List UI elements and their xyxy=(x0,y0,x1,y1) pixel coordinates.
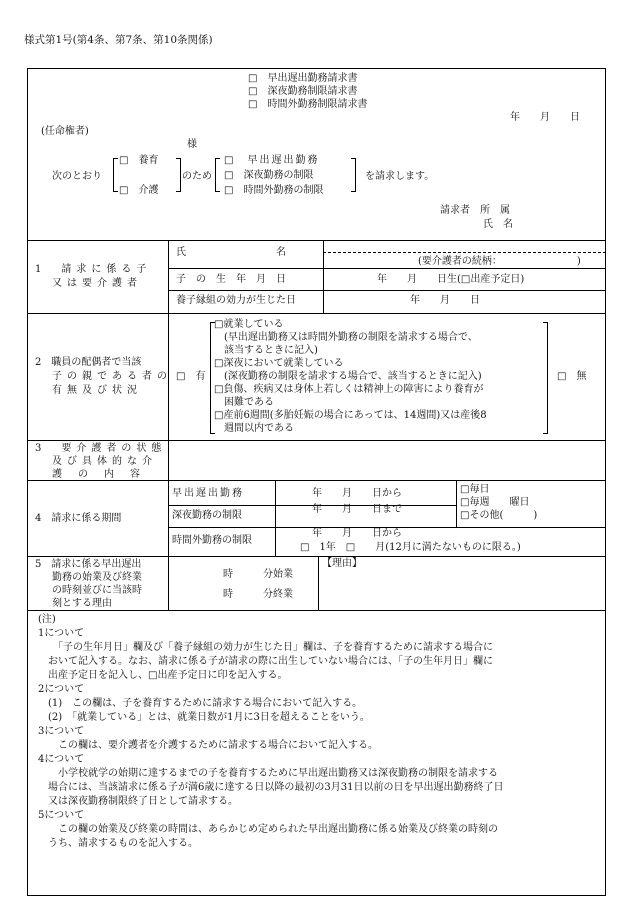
note-line: 場合には、当該請求に係る子が満6歳に達する日以降の最初の3月31日以前の日を早出遅出勤務終了日 xyxy=(38,782,504,793)
note-line: (1) この欄は、子を養育するために請求する場合において記入する。 xyxy=(38,698,363,709)
col-divider xyxy=(318,556,319,610)
note-line: この欄は、要介護者を介護するために請求する場合において記入する。 xyxy=(38,740,378,751)
reason-label: 【理由】 xyxy=(322,558,362,569)
name-label: 氏 名 xyxy=(176,247,286,258)
col-divider xyxy=(275,480,276,556)
tame-label: のため xyxy=(182,171,212,182)
section5-label: の時刻並びに当該時 xyxy=(52,585,142,596)
spouse-status-item: 該当するときに記入) xyxy=(214,345,318,356)
row-divider xyxy=(27,610,606,611)
note-line: 3について xyxy=(38,726,85,737)
name-dash xyxy=(323,252,606,253)
bracket-left xyxy=(113,158,118,192)
freq-option: □毎日 xyxy=(460,484,490,495)
row-divider xyxy=(27,440,606,441)
col-divider xyxy=(456,480,457,527)
bracket-right xyxy=(543,322,548,434)
section1-label: 1 請求に係る子 xyxy=(35,264,152,275)
note-line: 出産予定日を記入し、□出産予定日に印を記入する。 xyxy=(38,670,288,681)
bracket-left xyxy=(215,158,220,192)
note-line: (2) 「就業している」とは、就業日数が1月に3日を超えることをいう。 xyxy=(38,712,370,723)
spouse-status-item: □産前6週間(多胎妊娠の場合にあっては、14週間)又は産後8 xyxy=(214,410,487,421)
row-divider xyxy=(168,268,606,269)
note-line: 「子の生年月日」欄及び「養子縁組の効力が生じた日」欄は、子を養育するために請求する場合に xyxy=(38,642,493,653)
title-early-late: □ 早出遅出勤務請求書 xyxy=(248,73,358,84)
col-divider xyxy=(168,240,169,610)
birth-label: 子 の 生 年 月 日 xyxy=(176,274,286,285)
section2-label: 2 職員の配偶者で当該 xyxy=(35,357,142,368)
header-date: 年 月 日 xyxy=(510,112,580,123)
overtime-limit-label: 時間外勤務の制限 xyxy=(172,535,252,546)
sama-label: 様 xyxy=(187,139,197,150)
section2-label: 有無及び状況 xyxy=(52,385,142,396)
spouse-yes: □ 有 xyxy=(176,371,206,382)
adoption-value: 年 月 日 xyxy=(410,295,480,306)
early-late-label: 早出遅出勤務 xyxy=(172,488,244,499)
overtime-from: 年 月 日から xyxy=(312,528,402,539)
seikyu-label: を請求します。 xyxy=(365,171,435,182)
request-night: □ 深夜勤務の制限 xyxy=(224,170,314,181)
bracket-right xyxy=(176,158,181,192)
spouse-status-item: 困難である xyxy=(214,397,274,408)
start-time: 時 分始業 xyxy=(223,569,293,580)
night-limit-label: 深夜勤務の制限 xyxy=(172,510,242,521)
col-divider xyxy=(323,240,324,313)
section5-label: 5 請求に係る早出遅出 xyxy=(35,559,142,570)
title-night: □ 深夜勤務制限請求書 xyxy=(248,86,358,97)
spouse-status-item: □深夜において就業している xyxy=(214,358,344,369)
row-divider xyxy=(27,240,606,241)
purpose-nursing: □ 介護 xyxy=(119,185,159,196)
row-divider xyxy=(27,313,606,314)
note-line: うち、請求するものを記入する。 xyxy=(38,838,198,849)
note-line: 1について xyxy=(38,628,85,639)
note-line: 2について xyxy=(38,684,85,695)
spouse-no: □ 無 xyxy=(557,371,587,382)
note-line: 又は深夜勤務制限終了日として請求する。 xyxy=(38,796,238,807)
title-overtime: □ 時間外勤務制限請求書 xyxy=(248,99,368,110)
purpose-childcare: □ 養育 xyxy=(119,155,159,166)
note-line: 5について xyxy=(38,810,85,821)
note-line: (注) xyxy=(38,614,56,625)
request-overtime: □ 時間外勤務の制限 xyxy=(224,185,324,196)
section3-label: 護の内容 xyxy=(52,469,156,480)
row-divider xyxy=(27,556,606,557)
end-time: 時 分終業 xyxy=(223,589,293,600)
request-early-late: □ 早出遅出勤務 xyxy=(224,155,320,166)
section5-label: 勤務の始業及び終業 xyxy=(52,572,142,583)
bracket-right xyxy=(351,158,356,192)
relation-field: (要介護者の続柄： ) xyxy=(418,256,581,267)
birth-value: 年 月 日生(□出産予定日) xyxy=(377,274,525,285)
note-line: おいて記入する。なお、請求に係る子が請求の際に出生していない場合には、「子の生年月日」欄に xyxy=(38,656,493,667)
section1-label: 又は要介護者 xyxy=(52,278,142,289)
spouse-status-item: (深夜勤務の制限を請求する場合で、該当するときに記入) xyxy=(214,371,482,382)
requester-name: 氏 名 xyxy=(483,219,513,230)
freq-option: □その他( ) xyxy=(460,510,538,521)
overtime-period: □ 1年 □ 月(12月に満たないものに限る。) xyxy=(300,542,521,553)
spouse-status-item: □就業している xyxy=(214,319,284,330)
period-from: 年 月 日から xyxy=(312,488,402,499)
tsugino-label: 次のとおり xyxy=(52,171,102,182)
section2-label: 子の親である者の xyxy=(52,371,172,382)
requester-affiliation: 請求者 所 属 xyxy=(440,205,510,216)
spouse-status-item: 週間以内である xyxy=(214,423,294,434)
section5-label: 刻とする理由 xyxy=(52,598,112,609)
freq-option: □毎週 曜日 xyxy=(460,497,530,508)
note-line: この欄の始業及び終業の時間は、あらかじめ定められた早出遅出勤務に係る始業及び終業の時刻の xyxy=(38,824,498,835)
adoption-label: 養子縁組の効力が生じた日 xyxy=(176,295,296,306)
section3-label: 3 要介護者の状態 xyxy=(35,443,167,454)
appointer-label: (任命権者) xyxy=(41,126,89,137)
row-divider xyxy=(168,290,606,291)
period-until: 年 月 日まで xyxy=(312,504,402,515)
note-line: 小学校就学の始期に達するまでの子を養育するために早出遅出勤務又は深夜勤務の制限を請求する xyxy=(38,768,498,779)
note-line: 4について xyxy=(38,754,85,765)
spouse-status-item: (早出遅出勤務又は時間外勤務の制限を請求する場合で、 xyxy=(214,332,478,343)
spouse-status-item: □負傷、疾病又は身体上若しくは精神上の障害により養育が xyxy=(214,384,484,395)
section4-label: 4 請求に係る期間 xyxy=(35,513,122,524)
form-title: 様式第1号(第4条、第7条、第10条関係) xyxy=(24,34,213,46)
section3-label: 及び具体的な介 xyxy=(52,456,157,467)
